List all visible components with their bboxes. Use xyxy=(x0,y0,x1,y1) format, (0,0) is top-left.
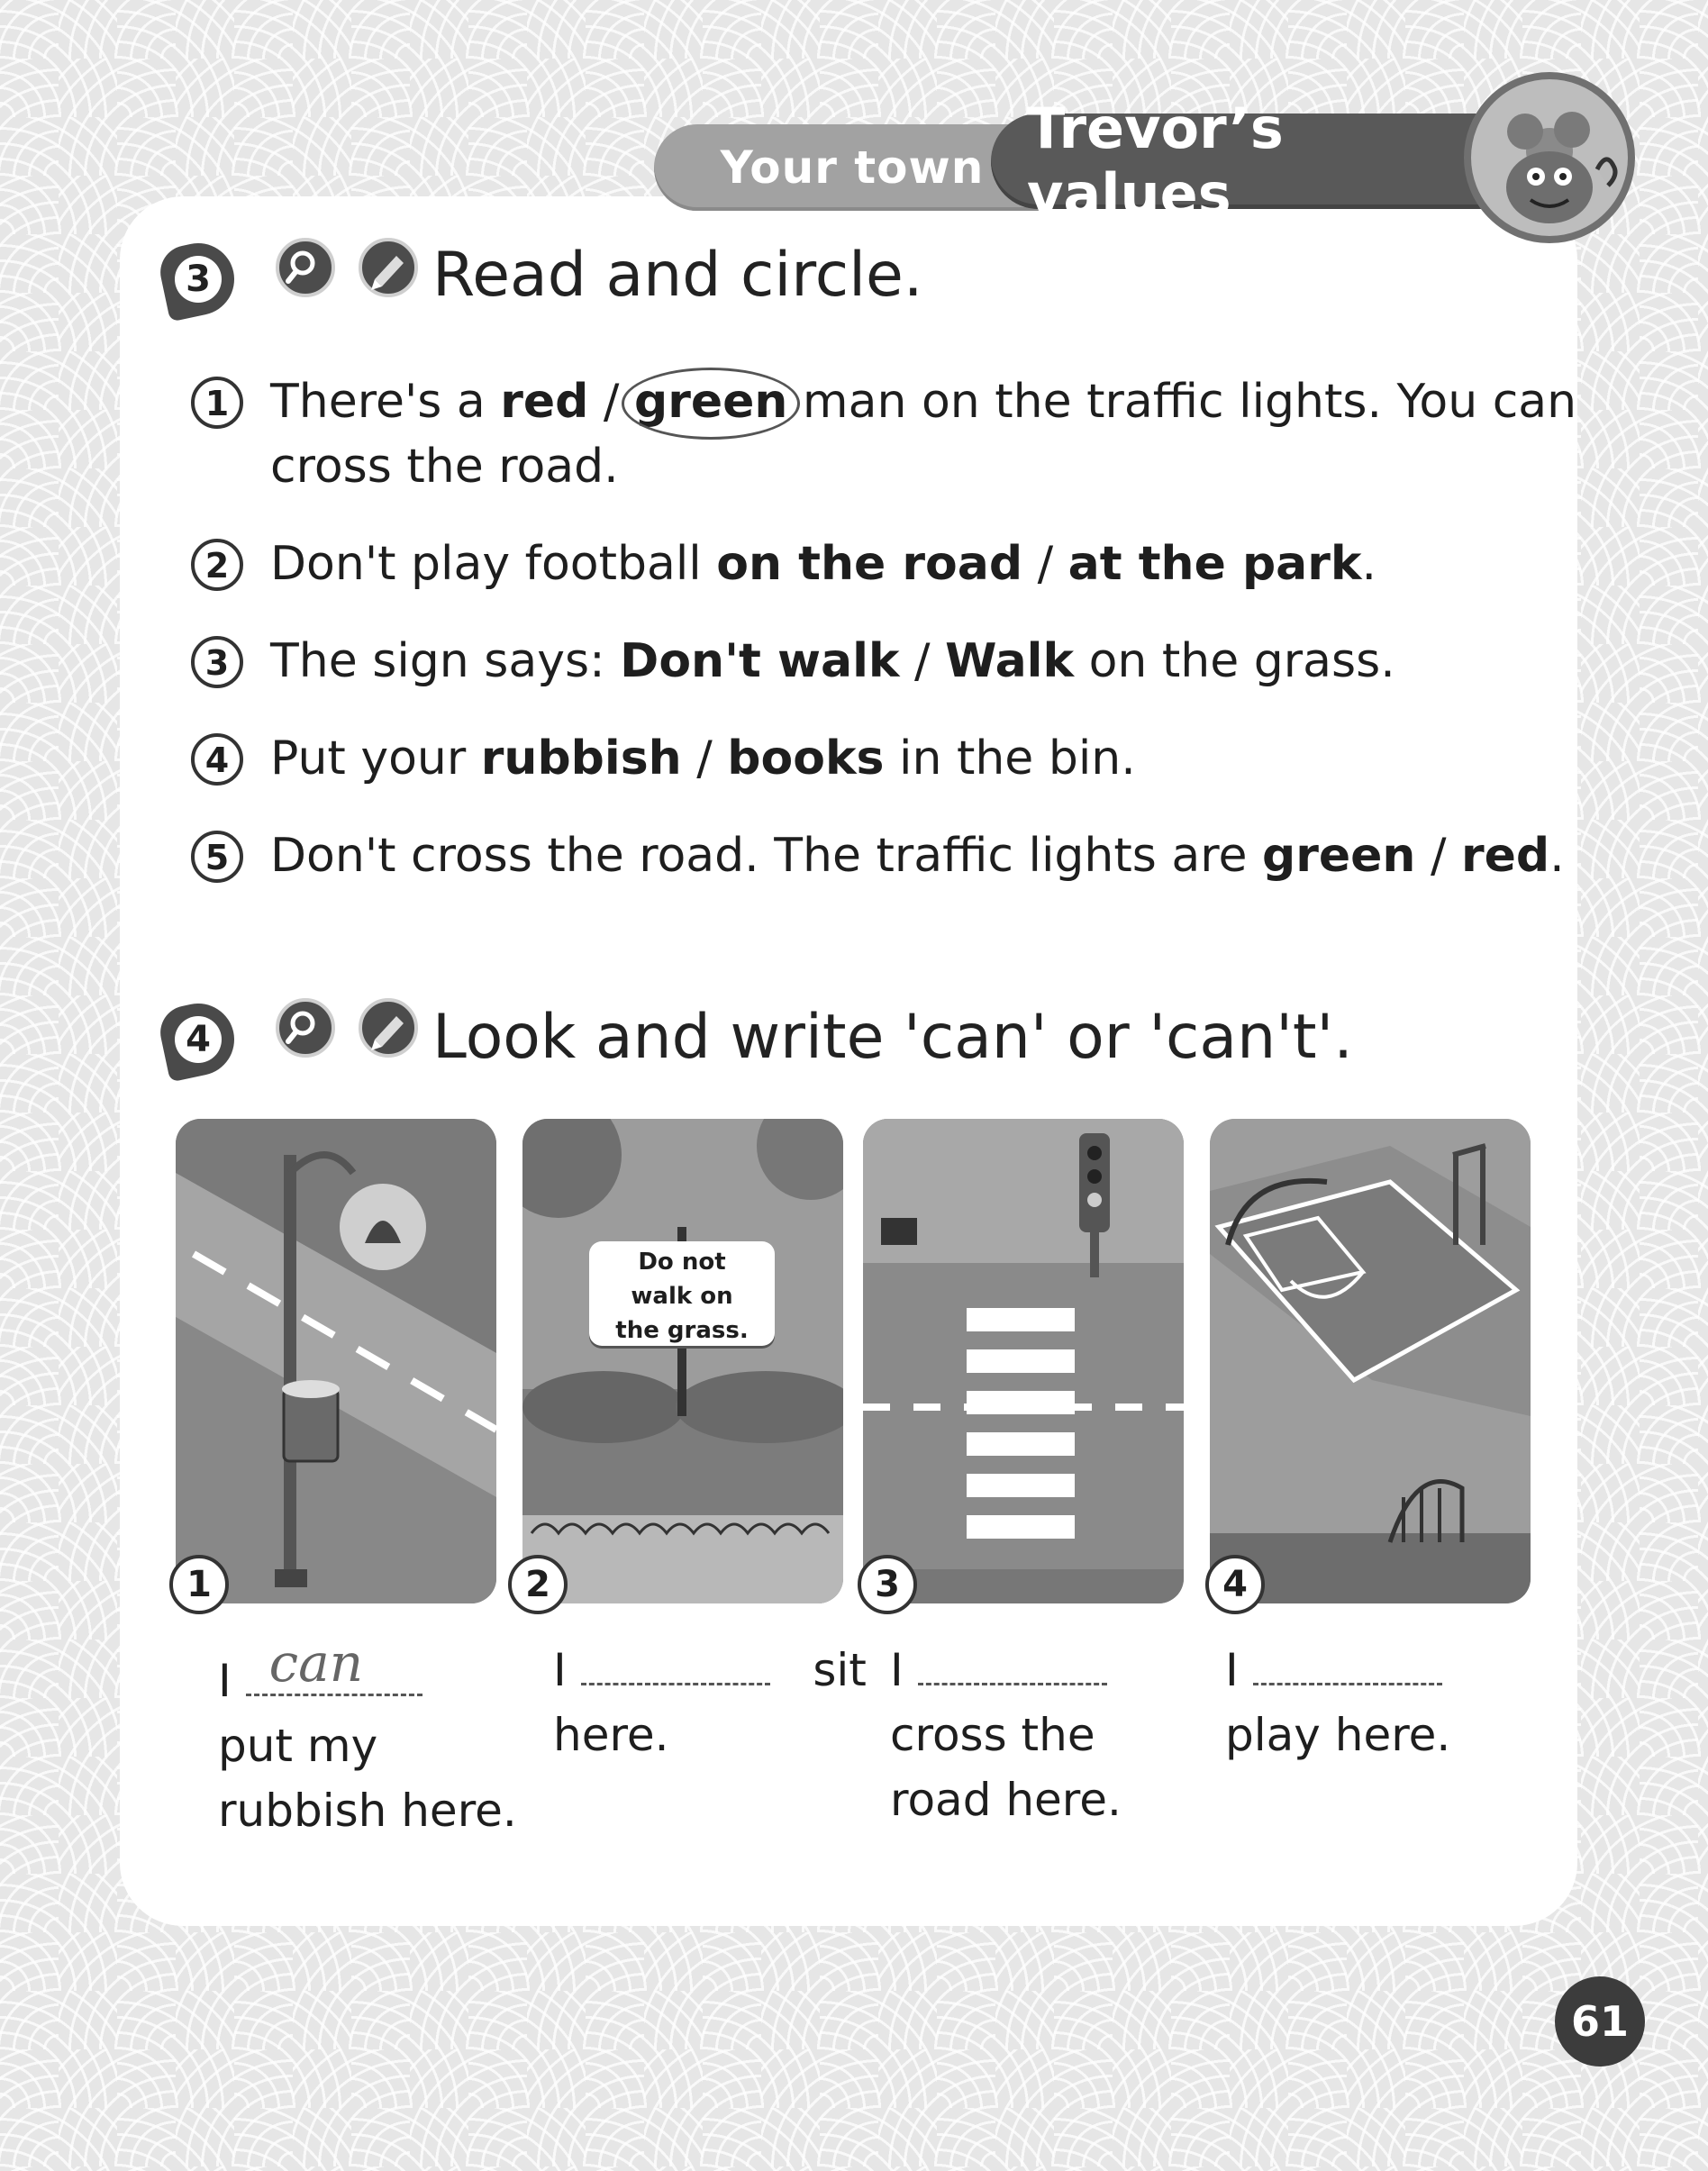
answer-1-blank[interactable] xyxy=(246,1632,422,1696)
answer-2-after: sit xyxy=(813,1644,867,1696)
answer-4-blank[interactable] xyxy=(1253,1638,1442,1685)
sentence-1-post: man on the traffic lights. You can xyxy=(787,375,1577,429)
sentence-2-separator: / xyxy=(1022,537,1068,591)
sentence-2-option-b[interactable]: at the park xyxy=(1068,537,1362,591)
answer-3 xyxy=(890,1638,1122,1832)
exercise-4-number: 4 xyxy=(175,1016,222,1063)
sentence-1-pre: There's a xyxy=(270,375,501,429)
answer-1-filled: can xyxy=(268,1632,364,1694)
sentence-4-option-a[interactable]: rubbish xyxy=(480,731,682,786)
sentence-5-option-b[interactable]: red xyxy=(1461,829,1550,883)
magnifier-icon xyxy=(276,998,335,1058)
magnifier-icon xyxy=(276,238,335,297)
sentence-1-separator: / xyxy=(588,375,634,429)
sign-line-3: the grass. xyxy=(615,1317,749,1344)
picture-number-2: 2 xyxy=(508,1555,568,1614)
exercise-4-instruction: Look and write 'can' or 'can't'. xyxy=(432,1002,1353,1073)
pencil-icon xyxy=(359,998,418,1058)
sentence-2-pre: Don't play football xyxy=(270,537,717,591)
sentence-3-pre: The sign says: xyxy=(270,634,621,688)
answer-2-blank[interactable] xyxy=(581,1638,770,1685)
answer-2 xyxy=(553,1638,867,1767)
page-number: 61 xyxy=(1555,1976,1645,2067)
sentence-5-option-a[interactable]: green xyxy=(1262,829,1416,883)
picture-number-1: 1 xyxy=(169,1555,229,1614)
answer-4 xyxy=(1225,1638,1450,1767)
item-number-3: 3 xyxy=(191,636,243,688)
picture-number-4: 4 xyxy=(1205,1555,1265,1614)
sentence-3-post: on the grass. xyxy=(1074,634,1395,688)
sentence-2-post: . xyxy=(1361,537,1377,591)
picture-number-3: 3 xyxy=(858,1555,917,1614)
picture-4-football-pitch xyxy=(1210,1119,1531,1603)
answer-3-line-3: road here. xyxy=(890,1774,1122,1826)
sentence-1-line-2: cross the road. xyxy=(270,440,619,494)
answer-2-start: I xyxy=(553,1644,567,1696)
answer-4-start: I xyxy=(1225,1644,1239,1696)
answer-3-line-2: cross the xyxy=(890,1709,1095,1761)
values-tab-label: Trevor’s values xyxy=(1027,95,1284,227)
picture-2-park-sign xyxy=(522,1119,843,1603)
answer-2-line-2: here. xyxy=(553,1709,669,1761)
answer-1-start: I xyxy=(218,1655,232,1707)
sentence-4-pre: Put your xyxy=(270,731,481,786)
values-tab xyxy=(991,95,1495,227)
sentence-4-option-b[interactable]: books xyxy=(727,731,885,786)
pencil-icon xyxy=(359,238,418,297)
sentence-1-option-b-circled[interactable]: green xyxy=(633,375,788,429)
picture-1-street-lamp xyxy=(176,1119,496,1603)
answer-1-line-3: rubbish here. xyxy=(218,1785,517,1837)
answer-3-start: I xyxy=(890,1644,904,1696)
sign-line-1: Do not xyxy=(638,1249,726,1276)
item-number-2: 2 xyxy=(191,539,243,591)
answer-3-blank[interactable] xyxy=(918,1638,1107,1685)
exercise-3-instruction: Read and circle. xyxy=(432,240,923,311)
sentence-5-post: . xyxy=(1549,829,1565,883)
sentence-5-separator: / xyxy=(1415,829,1461,883)
item-number-5: 5 xyxy=(191,831,243,883)
answer-1 xyxy=(218,1632,517,1843)
sentence-2-option-a[interactable]: on the road xyxy=(716,537,1023,591)
picture-3-zebra-crossing xyxy=(863,1119,1184,1603)
answer-4-line-2: play here. xyxy=(1225,1709,1451,1761)
trevor-mascot-icon xyxy=(1464,72,1635,243)
do-not-walk-sign xyxy=(589,1241,775,1346)
sentence-4-separator: / xyxy=(681,731,728,786)
sentence-5-pre: Don't cross the road. The traffic lights are xyxy=(270,829,1262,883)
item-number-4: 4 xyxy=(191,733,243,786)
item-number-1: 1 xyxy=(191,377,243,429)
sentence-3-option-a[interactable]: Don't walk xyxy=(620,634,900,688)
sign-line-2: walk on xyxy=(631,1283,733,1310)
unit-tab-label: Your town xyxy=(720,141,985,194)
sentence-3-option-b[interactable]: Walk xyxy=(945,634,1075,688)
exercise-3-number: 3 xyxy=(175,256,222,303)
sentence-3-separator: / xyxy=(899,634,946,688)
sentence-1-option-a[interactable]: red xyxy=(500,375,589,429)
sentence-4-post: in the bin. xyxy=(884,731,1136,786)
answer-1-line-2: put my xyxy=(218,1720,378,1772)
